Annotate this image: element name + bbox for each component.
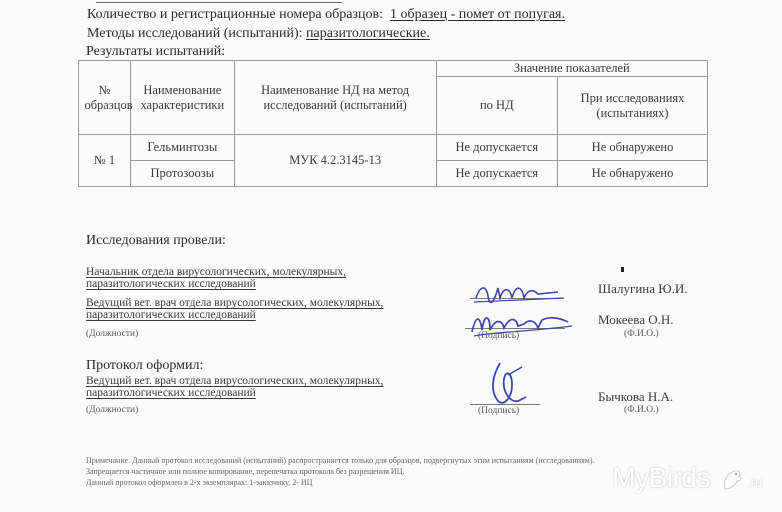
compiled-signature-caption: (Подпись) — [478, 406, 520, 416]
samples-label: Количество и регистрационные номера образцов: — [87, 7, 384, 22]
compiled-name-caption: (Ф.И.О.) — [624, 405, 659, 415]
results-table — [78, 60, 708, 187]
signature-line — [470, 404, 540, 405]
ink-mark — [621, 267, 624, 272]
cut-off-underline — [96, 0, 342, 3]
watermark-suffix: .ru — [747, 474, 762, 490]
table-row — [79, 135, 708, 161]
compiled-position-caption: (Должности) — [86, 405, 139, 415]
compiled-title: Протокол оформил: — [86, 358, 204, 373]
position-person2: Ведущий вет. врач отдела вирусологических, молекулярных, паразитологических исследований — [86, 297, 384, 321]
name-person1: Шалугина Ю.И. — [598, 281, 688, 296]
name-caption: (Ф.И.О.) — [624, 329, 659, 339]
position-person1: Начальник отдела вирусологических, молекулярных, паразитологических исследований — [86, 266, 347, 290]
signature-image — [464, 306, 584, 346]
signature-caption: (Подпись) — [478, 331, 520, 341]
methods-label: Методы исследований (испытаний): — [87, 26, 303, 41]
header-indicator-values: Значение показателей — [436, 61, 707, 77]
samples-line — [87, 7, 565, 23]
watermark-brand: MyBirds — [612, 462, 710, 493]
bird-logo-icon — [717, 465, 747, 495]
footnote-line-3: Данный протокол оформлен в 2-х экземплярах: 1-заказчику, 2- ИЦ — [86, 478, 313, 487]
header-sample-no: № образцов — [79, 61, 131, 135]
compiled-position: Ведущий вет. врач отдела вирусологических, молекулярных, паразитологических исследований — [86, 375, 384, 399]
methods-value: паразитологические. — [306, 26, 430, 41]
name-person2: Мокеева О.Н. — [598, 312, 674, 327]
by-nd-cell: Не допускается — [436, 161, 558, 187]
footnote-line-2: Запрещается частичное или полное копирование, перепечатка протокола без разрешения ИЦ. — [86, 467, 405, 476]
conducted-title: Исследования провели: — [86, 233, 226, 248]
result-cell: Не обнаружено — [558, 161, 708, 187]
characteristic-cell: Протозоозы — [130, 161, 234, 187]
result-cell: Не обнаружено — [558, 135, 708, 161]
header-characteristic: Наименование характеристики — [130, 61, 234, 135]
by-nd-cell: Не допускается — [436, 135, 558, 161]
methods-line — [87, 26, 430, 42]
sample-number-cell: № 1 — [79, 135, 131, 187]
compiled-name: Бычкова Н.А. — [598, 389, 674, 404]
mybirds-watermark — [612, 462, 762, 495]
footnote-line-1: Примечание. Данный протокол исследований (испытаний) распространяется только для образцов, подвергнутых этим испытаниям (исследованиям). — [86, 456, 595, 465]
samples-value: 1 образец - помет от попугая. — [390, 7, 565, 22]
position-caption: (Должности) — [86, 329, 139, 339]
header-in-study: При исследованиях (испытаниях) — [558, 77, 708, 135]
characteristic-cell: Гельминтозы — [130, 135, 234, 161]
header-by-nd: по НД — [436, 77, 558, 135]
results-label: Результаты испытаний: — [86, 44, 226, 59]
header-nd-method: Наименование НД на метод исследований (испытаний) — [234, 61, 436, 135]
method-cell: МУК 4.2.3145-13 — [234, 135, 436, 187]
